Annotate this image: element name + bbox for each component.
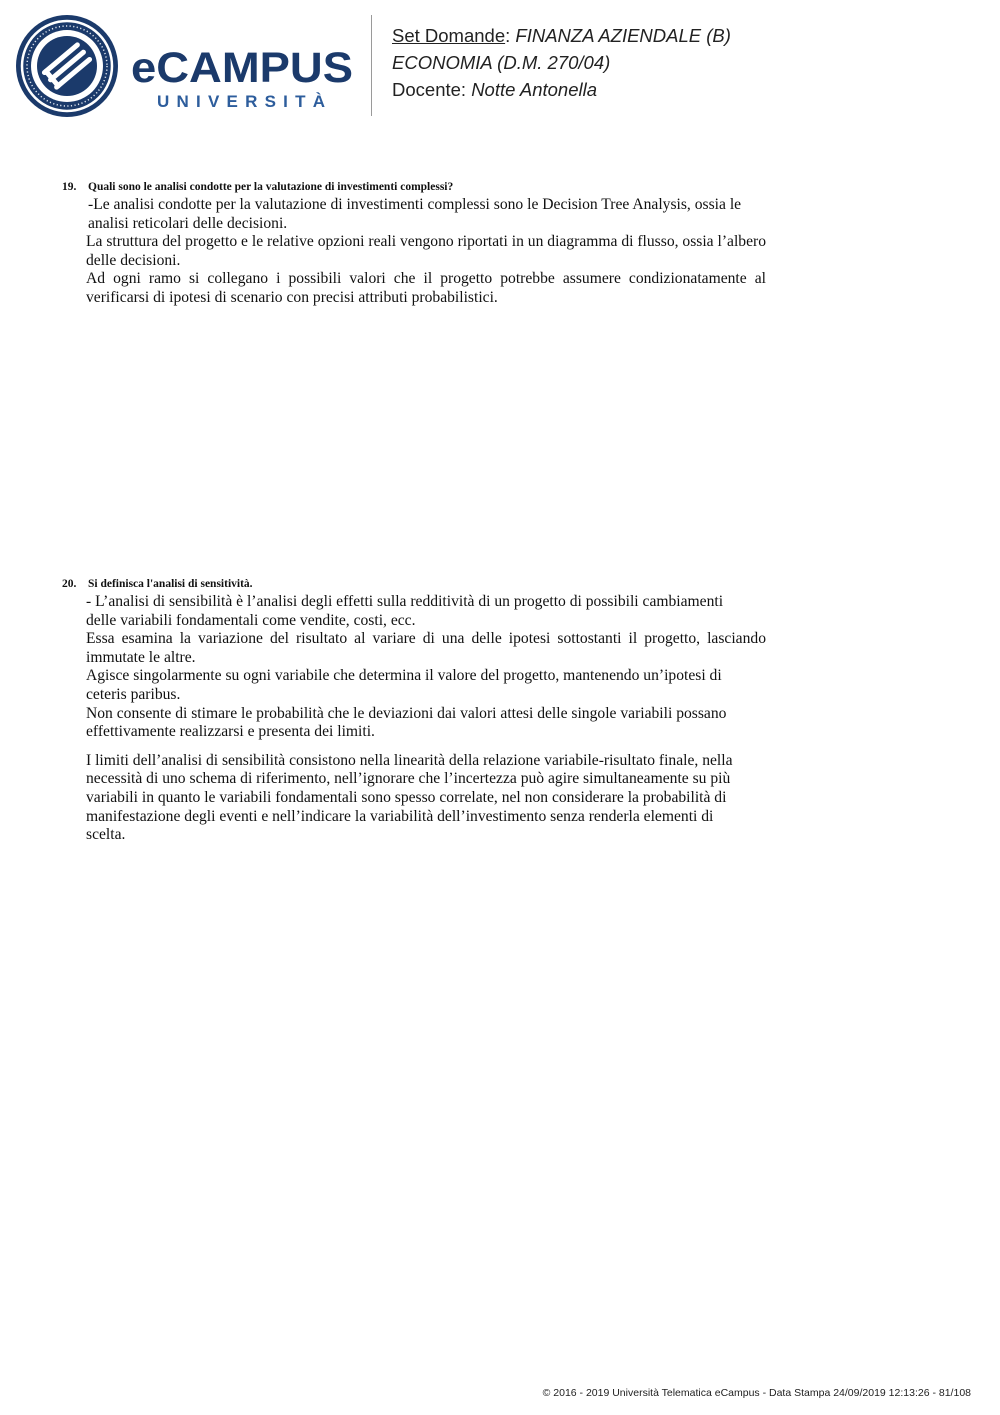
answer-paragraph: - L’analisi di sensibilità è l’analisi degli effetti sulla redditività di un progetto di possibili cambiamenti delle variabili fondamentali come vendite, costi, ecc. — [86, 593, 724, 629]
question-number: 20. — [62, 578, 77, 590]
answer-paragraph: La struttura del progetto e le relative opzioni reali vengono riportati in un diagramma di flusso, ossia l’albero delle decisioni. — [86, 233, 766, 269]
teacher-name: Notte Antonella — [471, 79, 598, 100]
question-number: 19. — [62, 181, 77, 193]
answer-paragraph: Essa esamina la variazione del risultato al variare di una delle ipotesi sottostanti il progetto, lasciando immutate le altre. — [86, 630, 766, 666]
logo-subtitle: UNIVERSITÀ — [157, 92, 325, 111]
set-domande-label: Set Domande — [392, 25, 506, 46]
question-title: Si definisca l'analisi di sensitività. — [88, 578, 253, 590]
answer-paragraph: -Le analisi condotte per la valutazione di investimenti complessi sono le Decision Tree Analysis, ossia le analisi reticolari delle decisioni. — [88, 196, 742, 232]
header-teacher-line — [392, 76, 731, 103]
docente-label: Docente: — [392, 79, 467, 100]
answer-paragraph: Ad ogni ramo si collegano i possibili valori che il progetto potrebbe assumere condizionatamente al verificarsi di ipotesi di scenario con precisi attributi probabilistici. — [86, 270, 766, 306]
header-program-line: ECONOMIA (D.M. 270/04) — [392, 52, 611, 73]
logo-brand: eCAMPUS — [131, 44, 353, 92]
page-footer: © 2016 - 2019 Università Telematica eCampus - Data Stampa 24/09/2019 12:13:26 - 81/108 — [542, 1387, 971, 1399]
header-course-line: Set Domande: FINANZA AZIENDALE (B) — [392, 25, 731, 46]
question-19-heading — [62, 181, 453, 193]
answer-paragraph: Agisce singolarmente su ogni variabile che determina il valore del progetto, mantenendo un’ipotesi di ceteris paribus. — [86, 667, 722, 703]
ecampus-logo — [15, 14, 360, 118]
question-20-heading — [62, 578, 253, 590]
page-header — [0, 0, 1000, 130]
question-title: Quali sono le analisi condotte per la valutazione di investimenti complessi? — [88, 181, 454, 193]
question-20-answer — [86, 593, 766, 845]
limits-paragraph: I limiti dell’analisi di sensibilità consistono nella linearità della relazione variabile-risultato finale, nella necessità di uno schema di riferimento, nell’ignorare che l’incertezza può agire simultaneamente su più variabili in quanto le variabili fondamentali sono spesso correlate, nel non considerare la probabilità di manifestazione degli eventi e nell’indicare la variabilità dell’investimento senza renderla elementi di scelta. — [86, 751, 733, 844]
header-info — [392, 22, 731, 103]
course-name: FINANZA AZIENDALE (B) — [515, 25, 731, 46]
question-19-answer — [86, 196, 766, 308]
header-divider — [371, 15, 372, 116]
answer-paragraph: Non consente di stimare le probabilità che le deviazioni dai valori attesi delle singole variabili possano effettivamente realizzarsi e presenta dei limiti. — [86, 704, 727, 741]
